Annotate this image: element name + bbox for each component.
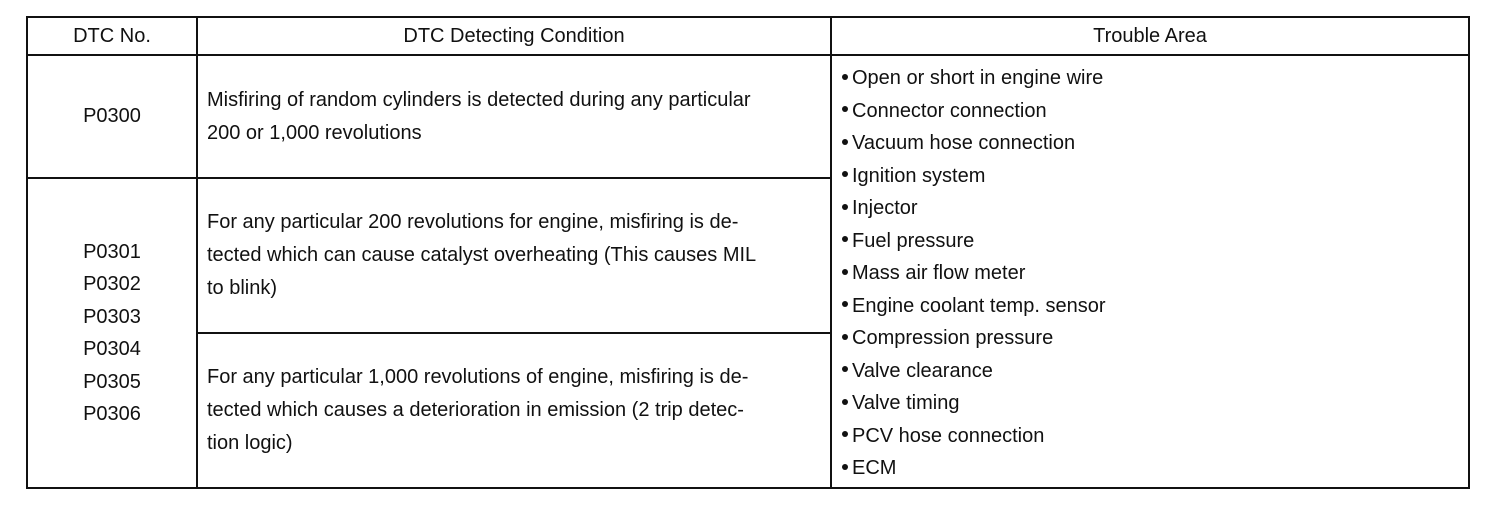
dtc-table [26,16,1470,489]
bullet-icon [842,334,848,340]
bullet-icon [842,204,848,210]
condition-line: tected which causes a deterioration in emission (2 trip detec- [207,399,744,421]
list-item: Injector [842,192,1468,225]
table-row [27,55,1469,178]
condition-line: 200 or 1,000 revolutions [207,121,422,144]
dtc-code: P0304 [83,338,141,360]
list-item: Compression pressure [842,322,1468,355]
list-item: Fuel pressure [842,225,1468,258]
condition-line: tected which can cause catalyst overheating (This causes MIL [207,244,757,266]
trouble-area-cell [831,55,1469,488]
bullet-icon [842,139,848,145]
list-item: Mass air flow meter [842,257,1468,290]
bullet-icon [842,106,848,112]
bullet-icon [842,431,848,437]
header-condition: DTC Detecting Condition [197,17,831,55]
list-item: Open or short in engine wire [842,62,1468,95]
dtc-code-cell [27,55,197,178]
dtc-code: P0303 [83,305,141,328]
list-item: Connector connection [842,95,1468,128]
bullet-icon [842,269,848,275]
bullet-icon [842,301,848,307]
bullet-icon [842,464,848,470]
bullet-icon [842,171,848,177]
condition-line: to blink) [207,277,278,299]
list-item: Engine coolant temp. sensor [842,290,1468,323]
header-dtc-no: DTC No. [27,17,197,55]
dtc-code: P0305 [83,370,141,393]
bullet-icon [842,236,848,242]
condition-line: For any particular 1,000 revolutions of engine, misfiring is de- [207,366,749,388]
list-item: ECM [842,452,1468,485]
condition-cell [197,55,831,178]
condition-cell [197,178,831,333]
condition-line: Misfiring of random cylinders is detected during any particular [207,88,751,111]
header-row [27,17,1469,55]
dtc-code: P0302 [83,273,141,295]
dtc-code-cell [27,178,197,488]
dtc-code: P0306 [83,403,141,425]
bullet-icon [842,366,848,372]
list-item: Valve clearance [842,355,1468,388]
list-item: Valve timing [842,387,1468,420]
bullet-icon [842,74,848,80]
trouble-area-list [842,62,1468,485]
dtc-code: P0300 [83,105,141,128]
header-trouble-area: Trouble Area [831,17,1469,55]
dtc-code: P0301 [83,240,141,263]
list-item: Vacuum hose connection [842,127,1468,160]
condition-line: tion logic) [207,432,293,454]
condition-line: For any particular 200 revolutions for engine, misfiring is de- [207,211,739,233]
list-item: PCV hose connection [842,420,1468,453]
condition-cell [197,333,831,488]
list-item: Ignition system [842,160,1468,193]
bullet-icon [842,399,848,405]
